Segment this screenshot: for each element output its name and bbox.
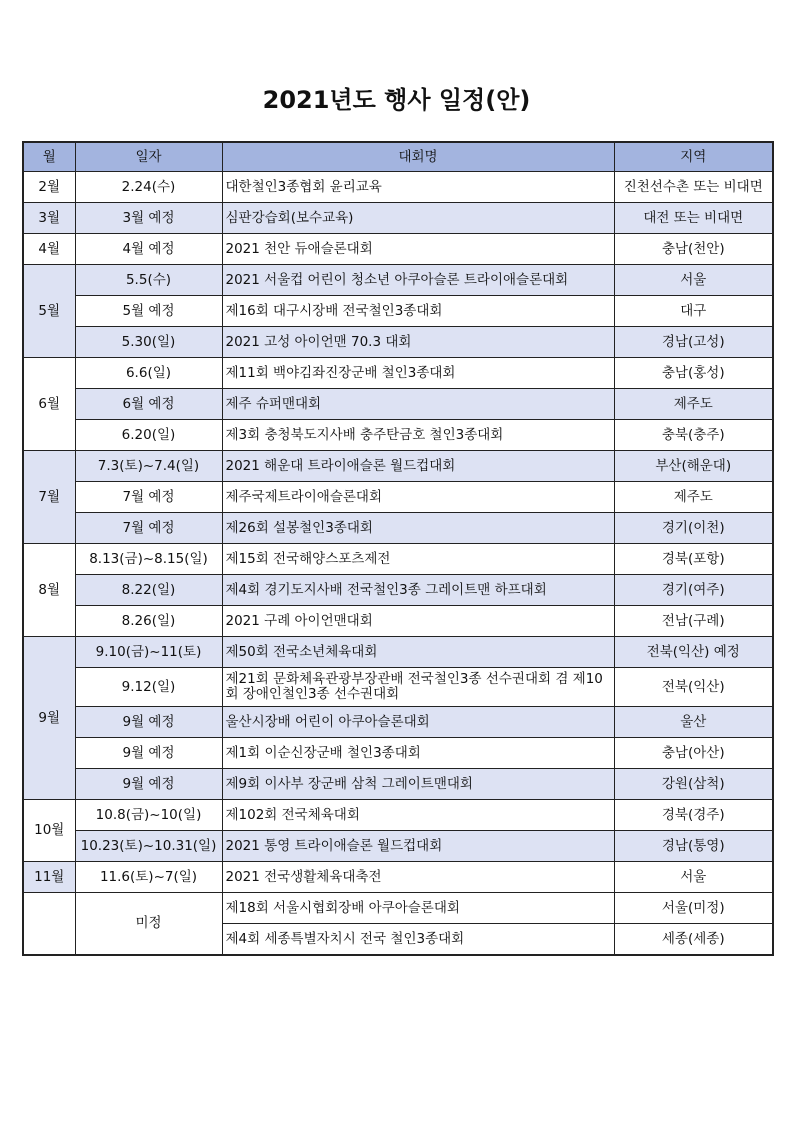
event-cell: 제21회 문화체육관광부장관배 전국철인3종 선수권대회 겸 제10회 장애인철인3종 선수권대회 — [222, 668, 614, 707]
table-row — [23, 668, 773, 707]
region-cell: 경기(이천) — [614, 513, 773, 544]
schedule-table — [22, 141, 774, 956]
region-cell: 제주도 — [614, 389, 773, 420]
table-row — [23, 738, 773, 769]
month-cell: 6월 — [23, 358, 75, 451]
table-header-row — [23, 142, 773, 172]
event-cell: 제50회 전국소년체육대회 — [222, 637, 614, 668]
table-row — [23, 637, 773, 668]
event-cell: 제1회 이순신장군배 철인3종대회 — [222, 738, 614, 769]
table-row — [23, 893, 773, 924]
event-cell: 제16회 대구시장배 전국철인3종대회 — [222, 296, 614, 327]
table-row — [23, 327, 773, 358]
header-month: 월 — [23, 142, 75, 172]
event-cell: 대한철인3종협회 윤리교육 — [222, 172, 614, 203]
region-cell: 전북(익산) 예정 — [614, 637, 773, 668]
table-row — [23, 769, 773, 800]
date-cell: 2.24(수) — [75, 172, 222, 203]
event-cell: 2021 천안 듀애슬론대회 — [222, 234, 614, 265]
region-cell: 울산 — [614, 707, 773, 738]
month-cell: 9월 — [23, 637, 75, 800]
month-cell: 4월 — [23, 234, 75, 265]
table-row — [23, 800, 773, 831]
event-cell: 2021 서울컵 어린이 청소년 아쿠아슬론 트라이애슬론대회 — [222, 265, 614, 296]
table-row — [23, 862, 773, 893]
date-cell: 미정 — [75, 893, 222, 956]
event-cell: 울산시장배 어린이 아쿠아슬론대회 — [222, 707, 614, 738]
date-cell: 9월 예정 — [75, 707, 222, 738]
event-cell: 2021 구례 아이언맨대회 — [222, 606, 614, 637]
region-cell: 충남(홍성) — [614, 358, 773, 389]
month-cell: 5월 — [23, 265, 75, 358]
page-title: 2021년도 행사 일정(안) — [262, 86, 531, 114]
region-cell: 충남(아산) — [614, 738, 773, 769]
region-cell: 경북(포항) — [614, 544, 773, 575]
date-cell: 8.22(일) — [75, 575, 222, 606]
date-cell: 9월 예정 — [75, 769, 222, 800]
date-cell: 11.6(토)~7(일) — [75, 862, 222, 893]
table-row — [23, 172, 773, 203]
date-cell: 6.20(일) — [75, 420, 222, 451]
event-cell: 제26회 설봉철인3종대회 — [222, 513, 614, 544]
date-cell: 7월 예정 — [75, 513, 222, 544]
region-cell: 강원(삼척) — [614, 769, 773, 800]
region-cell: 진천선수촌 또는 비대면 — [614, 172, 773, 203]
header-date: 일자 — [75, 142, 222, 172]
date-cell: 7월 예정 — [75, 482, 222, 513]
table-row — [23, 513, 773, 544]
date-cell: 7.3(토)~7.4(일) — [75, 451, 222, 482]
date-cell: 10.8(금)~10(일) — [75, 800, 222, 831]
table-row — [23, 389, 773, 420]
event-cell: 2021 전국생활체육대축전 — [222, 862, 614, 893]
month-cell: 10월 — [23, 800, 75, 862]
header-event: 대회명 — [222, 142, 614, 172]
table-row — [23, 606, 773, 637]
date-cell: 9월 예정 — [75, 738, 222, 769]
table-row — [23, 831, 773, 862]
table-row — [23, 203, 773, 234]
date-cell: 5.30(일) — [75, 327, 222, 358]
event-cell: 제18회 서울시협회장배 아쿠아슬론대회 — [222, 893, 614, 924]
event-cell: 2021 고성 아이언맨 70.3 대회 — [222, 327, 614, 358]
event-cell: 제4회 세종특별자치시 전국 철인3종대회 — [222, 924, 614, 956]
date-cell: 9.12(일) — [75, 668, 222, 707]
event-cell: 제주국제트라이애슬론대회 — [222, 482, 614, 513]
month-cell: 8월 — [23, 544, 75, 637]
date-cell: 10.23(토)~10.31(일) — [75, 831, 222, 862]
region-cell: 서울(미정) — [614, 893, 773, 924]
event-cell: 제102회 전국체육대회 — [222, 800, 614, 831]
region-cell: 경기(여주) — [614, 575, 773, 606]
table-row — [23, 544, 773, 575]
table-row — [23, 420, 773, 451]
table-row — [23, 234, 773, 265]
event-cell: 2021 해운대 트라이애슬론 월드컵대회 — [222, 451, 614, 482]
event-cell: 제3회 충청북도지사배 충주탄금호 철인3종대회 — [222, 420, 614, 451]
region-cell: 경남(고성) — [614, 327, 773, 358]
region-cell: 제주도 — [614, 482, 773, 513]
region-cell: 대구 — [614, 296, 773, 327]
table-row — [23, 358, 773, 389]
month-cell: 2월 — [23, 172, 75, 203]
date-cell: 5월 예정 — [75, 296, 222, 327]
region-cell: 서울 — [614, 862, 773, 893]
event-cell: 제주 슈퍼맨대회 — [222, 389, 614, 420]
region-cell: 서울 — [614, 265, 773, 296]
date-cell: 8.13(금)~8.15(일) — [75, 544, 222, 575]
event-cell: 2021 통영 트라이애슬론 월드컵대회 — [222, 831, 614, 862]
month-cell-empty — [23, 893, 75, 956]
region-cell: 충북(충주) — [614, 420, 773, 451]
region-cell: 전북(익산) — [614, 668, 773, 707]
event-cell: 심판강습회(보수교육) — [222, 203, 614, 234]
region-cell: 경북(경주) — [614, 800, 773, 831]
region-cell: 경남(통영) — [614, 831, 773, 862]
event-cell: 제9회 이사부 장군배 삼척 그레이트맨대회 — [222, 769, 614, 800]
table-row — [23, 265, 773, 296]
month-cell: 11월 — [23, 862, 75, 893]
region-cell: 전남(구례) — [614, 606, 773, 637]
event-cell: 제11회 백야김좌진장군배 철인3종대회 — [222, 358, 614, 389]
month-cell: 3월 — [23, 203, 75, 234]
table-row — [23, 296, 773, 327]
month-cell: 7월 — [23, 451, 75, 544]
table-row — [23, 482, 773, 513]
region-cell: 대전 또는 비대면 — [614, 203, 773, 234]
date-cell: 8.26(일) — [75, 606, 222, 637]
date-cell: 5.5(수) — [75, 265, 222, 296]
date-cell: 6월 예정 — [75, 389, 222, 420]
date-cell: 6.6(일) — [75, 358, 222, 389]
header-region: 지역 — [614, 142, 773, 172]
date-cell: 3월 예정 — [75, 203, 222, 234]
date-cell: 9.10(금)~11(토) — [75, 637, 222, 668]
schedule-body — [23, 172, 773, 956]
event-cell: 제4회 경기도지사배 전국철인3종 그레이트맨 하프대회 — [222, 575, 614, 606]
event-cell: 제15회 전국해양스포츠제전 — [222, 544, 614, 575]
region-cell: 세종(세종) — [614, 924, 773, 956]
table-row — [23, 451, 773, 482]
date-cell: 4월 예정 — [75, 234, 222, 265]
table-row — [23, 707, 773, 738]
region-cell: 충남(천안) — [614, 234, 773, 265]
region-cell: 부산(해운대) — [614, 451, 773, 482]
table-row — [23, 575, 773, 606]
